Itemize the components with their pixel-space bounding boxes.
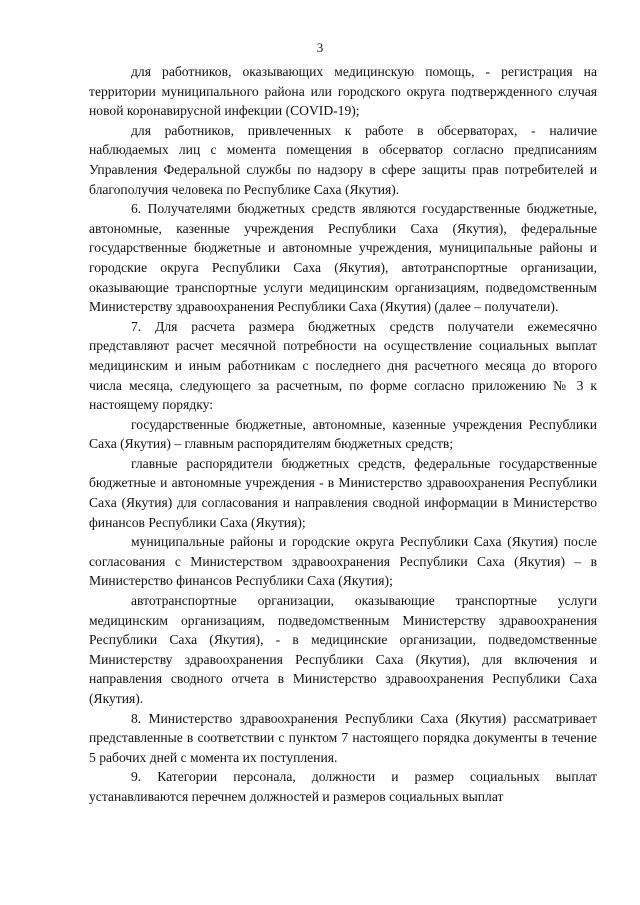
page-number: 3: [316, 40, 324, 55]
paragraph-observatory-workers-condition: для работников, привлеченных к работе в обсерваторах, - наличие наблюдаемых лиц с момента помещения в обсерватор согласно предписаниям Управления Федеральной службы по надзору в сфере защиты прав потребителей и благополучия человека по Республике Саха (Якутия).: [89, 122, 597, 197]
paragraph-item-9-categories: 9. Категории персонала, должности и размер социальных выплат устанавливаются перечнем должностей и размеров социальных выплат: [89, 769, 597, 804]
paragraph-transport-organizations: автотранспортные организации, оказывающие транспортные услуги медицинским организациям, подведомственным Министерству здравоохранения Республики Саха (Якутия), - в медицинские организации, подведомственные Министерству здравоохранения Республики Саха (Якутия), для включения и направления сводного отчета в Министерство здравоохранения Республики Саха (Якутия).: [89, 593, 597, 706]
paragraph-municipal-districts: муниципальные районы и городские округа Республики Саха (Якутия) после согласования с Министерством здравоохранения Республики Саха (Якутия) – в Министерство финансов Республики Саха (Якутия);: [89, 534, 597, 589]
paragraph-main-managers: главные распорядители бюджетных средств, федеральные государственные бюджетные и автономные учреждения - в Министерство здравоохранения Республики Саха (Якутия) для согласования и направления сводной информации в Министерство финансов Республики Саха (Якутия);: [89, 455, 597, 530]
document-body: [89, 62, 597, 807]
paragraph-medical-workers-condition: для работников, оказывающих медицинскую помощь, - регистрация на территории муниципального района или городского округа подтвержденного случая новой коронавирусной инфекции (COVID-19);: [89, 64, 597, 119]
paragraph-state-institutions: государственные бюджетные, автономные, казенные учреждения Республики Саха (Якутия) – главным распорядителям бюджетных средств;: [89, 416, 597, 452]
paragraph-item-8-review: 8. Министерство здравоохранения Республики Саха (Якутия) рассматривает представленные в соответствии с пунктом 7 настоящего порядка документы в течение 5 рабочих дней с момента их поступления.: [89, 710, 597, 765]
paragraph-item-7-calculation: 7. Для расчета размера бюджетных средств получатели ежемесячно представляют расчет месячной потребности на осуществление социальных выплат медицинским и иным работникам с последнего дня расчетного месяца до второго числа месяца, следующего за расчетным, по форме согласно приложению № 3 к настоящему порядку:: [89, 318, 597, 413]
paragraph-item-6-recipients: 6. Получателями бюджетных средств являются государственные бюджетные, автономные, казенные учреждения Республики Саха (Якутия), федеральные государственные бюджетные и автономные учреждения, муниципальные районы и городские округа Республики Саха (Якутия), автотранспортные организации, оказывающие транспортные услуги медицинским организациям, подведомственным Министерству здравоохранения Республики Саха (Якутия) (далее – получатели).: [89, 201, 597, 315]
